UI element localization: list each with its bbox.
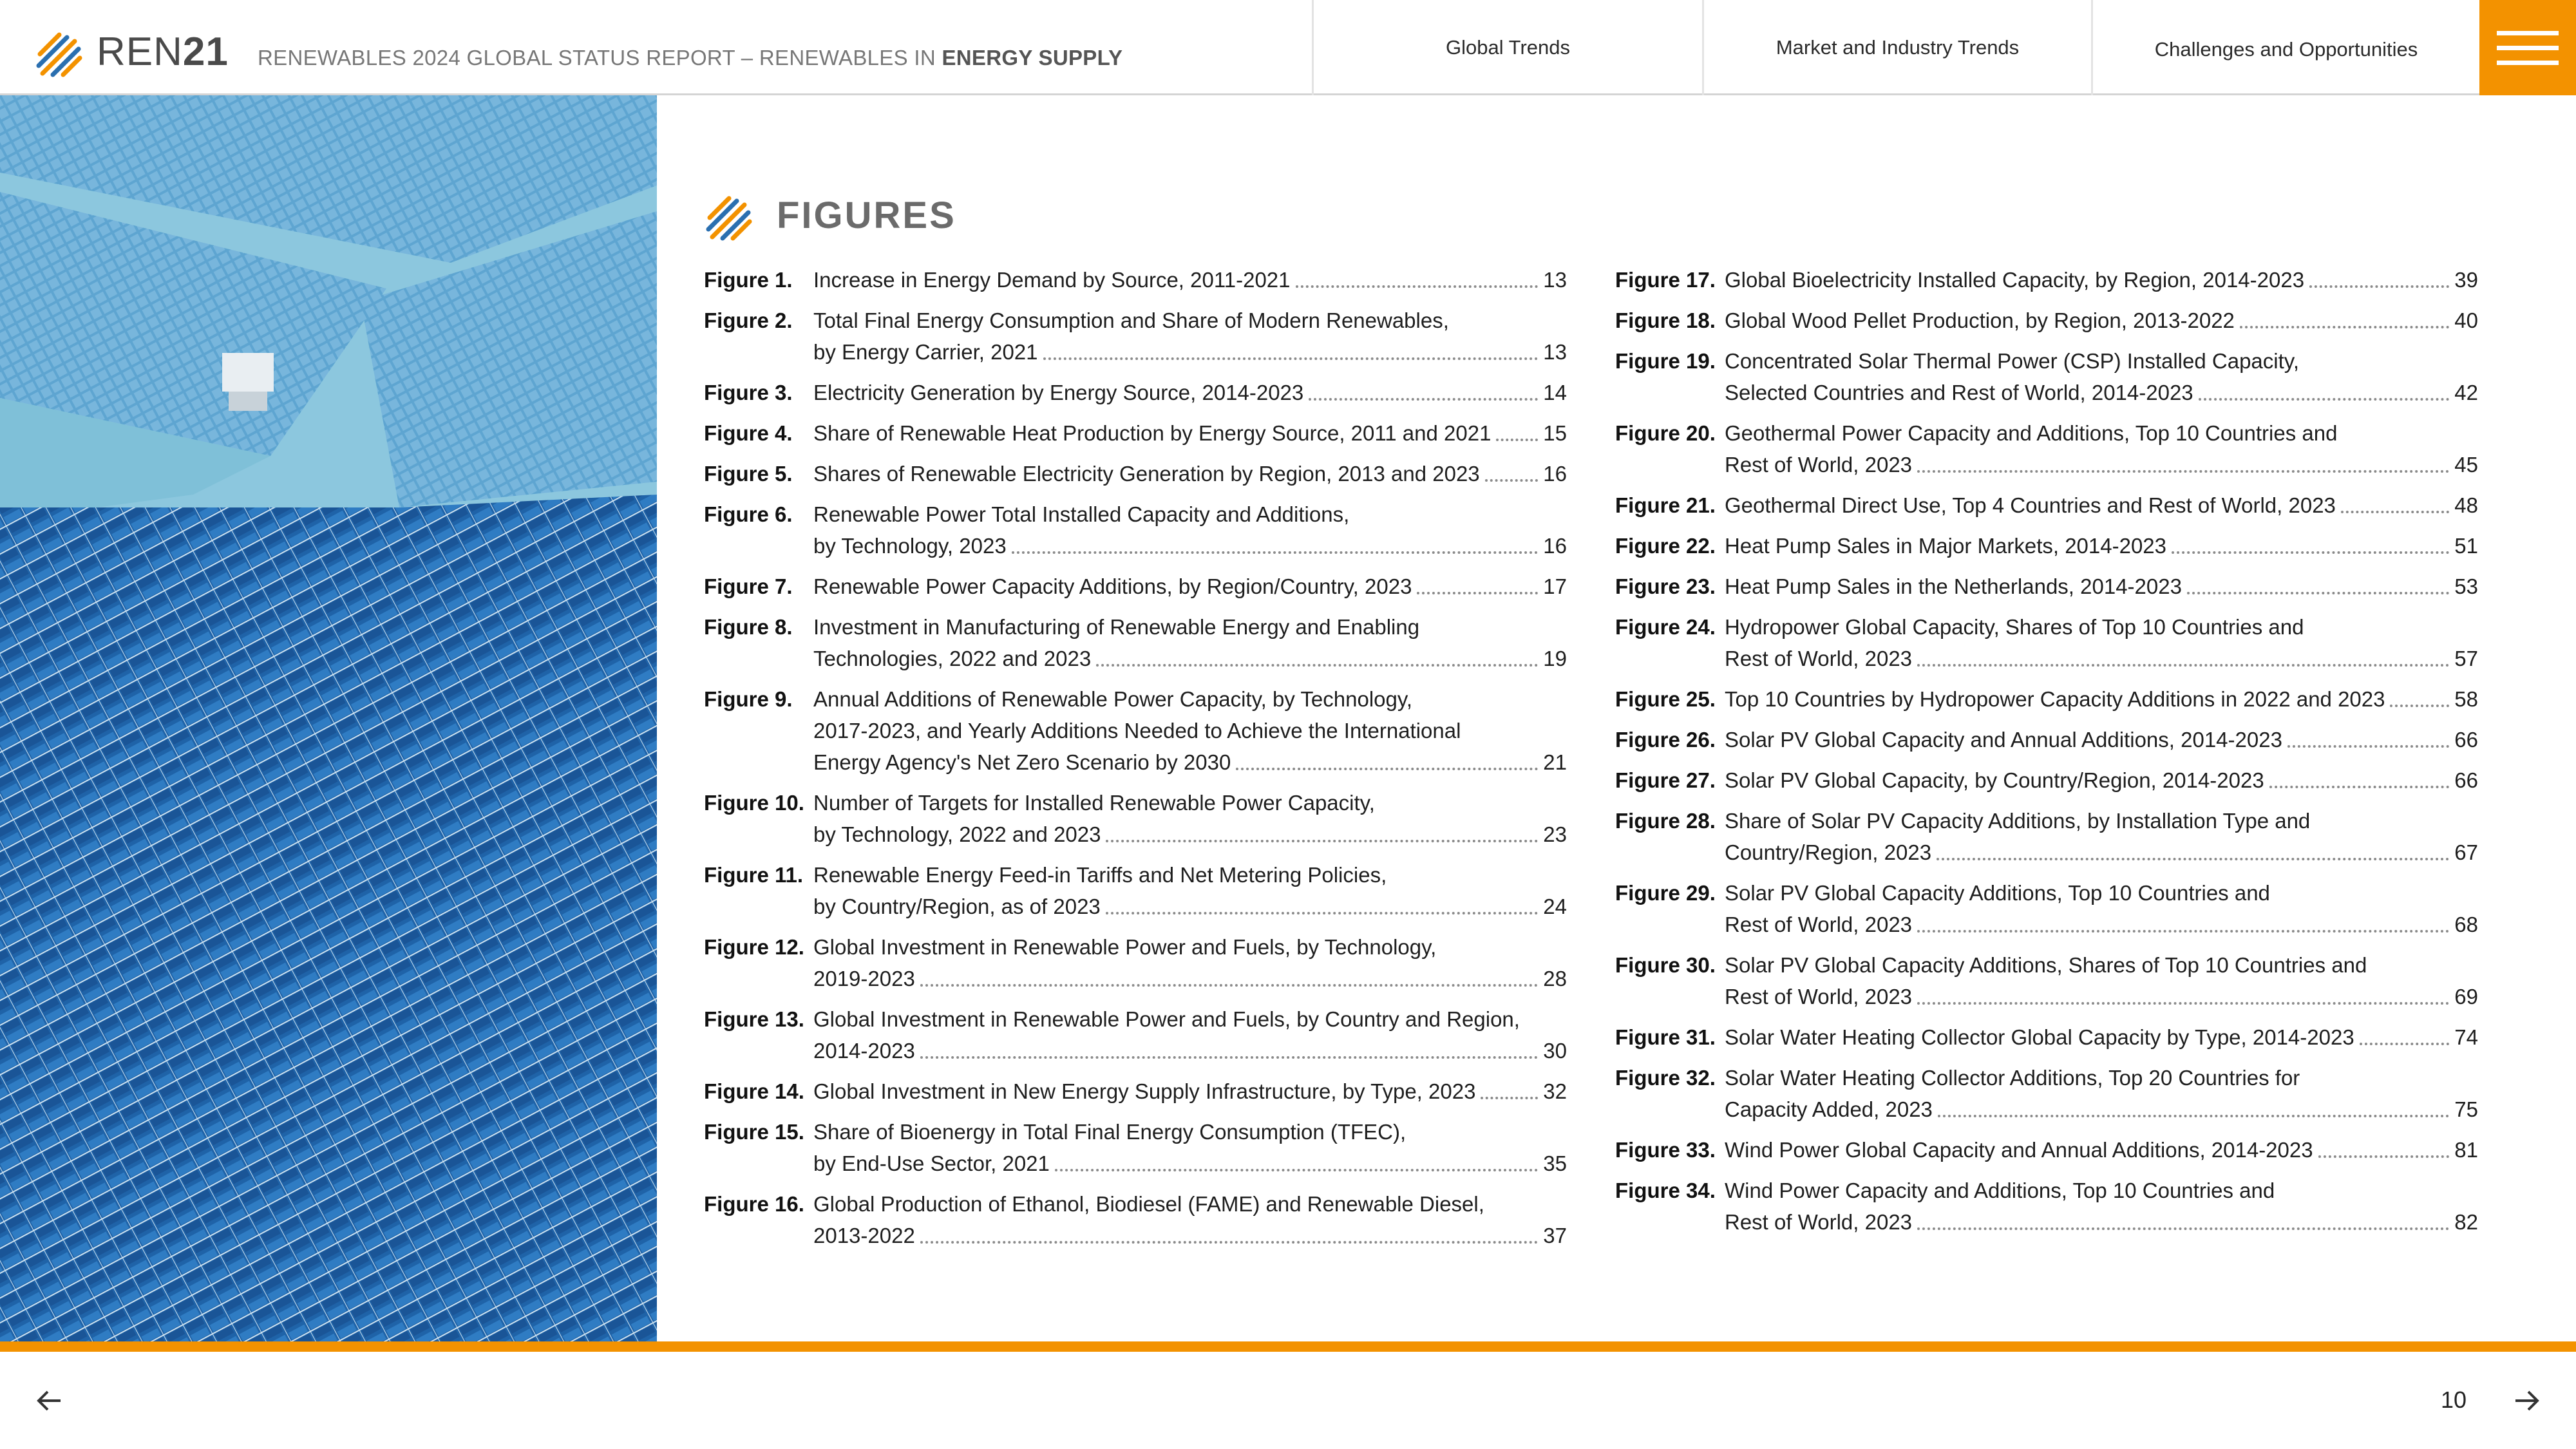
tab-label: Market and Industry Trends xyxy=(1776,36,2020,59)
figure-title-line: Share of Bioenergy in Total Final Energy Consumption (TFEC), xyxy=(813,1120,1406,1144)
figure-number: Figure 17. xyxy=(1615,268,1716,292)
figure-title-line: Heat Pump Sales in Major Markets, 2014-2023 xyxy=(1725,534,2167,558)
figure-page-number[interactable]: 42 xyxy=(2454,381,2478,404)
figure-title-line: Geothermal Power Capacity and Additions, Top 10 Countries and xyxy=(1725,421,2338,445)
figure-title-row xyxy=(1725,724,2478,755)
figure-number: Figure 8. xyxy=(704,615,793,639)
figure-entry[interactable] xyxy=(704,305,1567,368)
dot-leader xyxy=(1937,857,2449,860)
figure-title-row xyxy=(1725,571,2478,602)
figure-title-row xyxy=(813,1035,1567,1066)
figure-title-line: Rest of World, 2023 xyxy=(1725,647,1913,670)
figure-entry[interactable] xyxy=(1615,1134,2478,1166)
figure-entry[interactable] xyxy=(704,264,1567,296)
figure-entry[interactable] xyxy=(1615,764,2478,796)
figure-title-line: 2013-2022 xyxy=(813,1224,915,1247)
figure-number: Figure 22. xyxy=(1615,534,1716,558)
figure-title-row xyxy=(813,746,1567,778)
dot-leader xyxy=(1309,397,1538,401)
figure-number: Figure 24. xyxy=(1615,615,1716,639)
figure-number: Figure 30. xyxy=(1615,953,1716,977)
figure-entry[interactable] xyxy=(1615,571,2478,602)
figure-page-number[interactable]: 66 xyxy=(2454,768,2478,792)
figure-entry[interactable] xyxy=(1615,530,2478,562)
figure-page-number[interactable]: 23 xyxy=(1543,822,1567,846)
figure-number: Figure 18. xyxy=(1615,308,1716,332)
tab-label: Global Trends xyxy=(1446,36,1570,59)
figure-title-line: Solar PV Global Capacity and Annual Additions, 2014-2023 xyxy=(1725,728,2282,752)
figure-title-line: Global Wood Pellet Production, by Region, 2013-2022 xyxy=(1725,308,2235,332)
figure-title-row xyxy=(1725,643,2478,674)
figure-entry[interactable] xyxy=(704,683,1567,778)
figure-number: Figure 5. xyxy=(704,462,793,486)
figure-title-line: Renewable Power Total Installed Capacity and Additions, xyxy=(813,502,1350,526)
figure-entry[interactable] xyxy=(704,1003,1567,1066)
figure-number: Figure 29. xyxy=(1615,881,1716,905)
tab-label: Challenges and Opportunities xyxy=(2154,38,2418,61)
figures-list-right xyxy=(1615,264,2478,1247)
figure-title-row xyxy=(813,264,1567,296)
figure-number: Figure 6. xyxy=(704,502,793,526)
figure-title-line: Concentrated Solar Thermal Power (CSP) Installed Capacity, xyxy=(1725,349,2299,373)
figure-title-line: Renewable Energy Feed-in Tariffs and Net Metering Policies, xyxy=(813,863,1387,887)
dot-leader xyxy=(2269,785,2450,788)
figure-title-line: Global Bioelectricity Installed Capacity, by Region, 2014-2023 xyxy=(1725,268,2305,292)
figure-number: Figure 34. xyxy=(1615,1179,1716,1202)
figure-number: Figure 4. xyxy=(704,421,793,445)
figure-page-number[interactable]: 14 xyxy=(1543,381,1567,404)
figure-number: Figure 13. xyxy=(704,1007,804,1031)
figure-title-line: Investment in Manufacturing of Renewable Energy and Enabling xyxy=(813,615,1420,639)
figure-page-number[interactable]: 13 xyxy=(1543,268,1567,292)
dot-leader xyxy=(2287,744,2449,748)
figure-title-line: Solar PV Global Capacity, by Country/Region, 2014-2023 xyxy=(1725,768,2264,792)
figure-title-row xyxy=(813,1148,1567,1179)
figure-title-line: Wind Power Capacity and Additions, Top 10 Countries and xyxy=(1725,1179,2275,1202)
figure-page-number[interactable]: 66 xyxy=(2454,728,2478,752)
dot-leader xyxy=(1917,663,2449,667)
tab-global-trends[interactable] xyxy=(1312,0,1702,95)
figure-title-line: Annual Additions of Renewable Power Capacity, by Technology, xyxy=(813,687,1413,711)
figure-page-number[interactable]: 35 xyxy=(1543,1151,1567,1175)
figure-page-number[interactable]: 17 xyxy=(1543,574,1567,598)
figure-title-line: Solar PV Global Capacity Additions, Top 10 Countries and xyxy=(1725,881,2270,905)
figure-title-line: Number of Targets for Installed Renewable Power Capacity, xyxy=(813,791,1375,815)
section-heading: FIGURES xyxy=(777,194,956,236)
figure-entry[interactable] xyxy=(1615,264,2478,296)
figure-title-row xyxy=(1725,764,2478,796)
figure-number: Figure 3. xyxy=(704,381,793,404)
dot-leader xyxy=(2172,551,2449,554)
dot-leader xyxy=(2318,1155,2450,1158)
figure-entry[interactable] xyxy=(1615,877,2478,940)
figure-entry[interactable] xyxy=(1615,805,2478,868)
figure-title-line: Capacity Added, 2023 xyxy=(1725,1097,1933,1121)
floating-solar-photo xyxy=(0,95,657,1341)
figure-title-row xyxy=(813,530,1567,562)
figure-number: Figure 33. xyxy=(1615,1138,1716,1162)
figure-title-line: Solar PV Global Capacity Additions, Shares of Top 10 Countries and xyxy=(1725,953,2367,977)
dot-leader xyxy=(1917,469,2449,473)
dot-leader xyxy=(2341,510,2449,513)
figure-title-row xyxy=(1725,981,2478,1012)
figure-page-number[interactable]: 32 xyxy=(1543,1079,1567,1103)
dot-leader xyxy=(920,1240,1538,1244)
dot-leader xyxy=(1496,438,1538,441)
dot-leader xyxy=(1043,357,1539,360)
figure-title-line: Rest of World, 2023 xyxy=(1725,985,1913,1009)
figure-title-line: by Energy Carrier, 2021 xyxy=(813,340,1038,364)
figure-entry[interactable] xyxy=(704,859,1567,922)
figure-page-number[interactable]: 48 xyxy=(2454,493,2478,517)
dot-leader xyxy=(1106,911,1539,914)
figure-entry[interactable] xyxy=(704,1188,1567,1251)
dot-leader xyxy=(1917,1227,2449,1230)
figure-title-line: Global Investment in New Energy Supply Infrastructure, by Type, 2023 xyxy=(813,1079,1476,1103)
figure-title-row xyxy=(1725,683,2478,715)
figure-title-line: 2014-2023 xyxy=(813,1039,915,1063)
figure-number: Figure 15. xyxy=(704,1120,804,1144)
figure-title-row xyxy=(1725,1021,2478,1053)
figure-title-line: Rest of World, 2023 xyxy=(1725,453,1913,477)
figure-number: Figure 14. xyxy=(704,1079,804,1103)
figure-page-number[interactable]: 58 xyxy=(2454,687,2478,711)
tab-market-industry-trends[interactable] xyxy=(1702,0,2091,95)
dot-leader xyxy=(920,983,1538,987)
figure-title-row xyxy=(813,377,1567,408)
figure-page-number[interactable]: 16 xyxy=(1543,534,1567,558)
figure-page-number[interactable]: 16 xyxy=(1543,462,1567,486)
figure-title-row xyxy=(1725,377,2478,408)
figure-entry[interactable] xyxy=(704,458,1567,489)
figure-title-line: 2019-2023 xyxy=(813,967,915,990)
figure-number: Figure 7. xyxy=(704,574,793,598)
figure-number: Figure 1. xyxy=(704,268,793,292)
figure-title-row xyxy=(813,891,1567,922)
figure-number: Figure 12. xyxy=(704,935,804,959)
figure-page-number[interactable]: 40 xyxy=(2454,308,2478,332)
dot-leader xyxy=(1055,1168,1538,1171)
figure-page-number[interactable]: 39 xyxy=(2454,268,2478,292)
figure-entry[interactable] xyxy=(704,377,1567,408)
figure-title-row xyxy=(813,1075,1567,1107)
figure-number: Figure 21. xyxy=(1615,493,1716,517)
figure-title-line: Share of Solar PV Capacity Additions, by Installation Type and xyxy=(1725,809,2311,833)
dot-leader xyxy=(1236,767,1538,770)
figure-title-row xyxy=(1725,837,2478,868)
figure-entry[interactable] xyxy=(1615,417,2478,480)
floating-solar-image xyxy=(0,95,657,1341)
figure-title-row xyxy=(1725,909,2478,940)
report-title: RENEWABLES 2024 GLOBAL STATUS REPORT – RENEWABLES IN ENERGY SUPPLY xyxy=(258,46,1123,70)
figure-entry[interactable] xyxy=(1615,1062,2478,1125)
figure-entry[interactable] xyxy=(1615,305,2478,336)
figure-entry[interactable] xyxy=(704,1116,1567,1179)
figure-entry[interactable] xyxy=(704,417,1567,449)
figure-number: Figure 11. xyxy=(704,863,804,887)
figure-number: Figure 10. xyxy=(704,791,804,815)
figure-page-number[interactable]: 15 xyxy=(1543,421,1567,445)
figure-title-row xyxy=(1725,530,2478,562)
figure-title-line: Wind Power Global Capacity and Annual Additions, 2014-2023 xyxy=(1725,1138,2313,1162)
header-bar xyxy=(0,0,2576,95)
figure-title-line: Geothermal Direct Use, Top 4 Countries and Rest of World, 2023 xyxy=(1725,493,2336,517)
figure-entry[interactable] xyxy=(704,611,1567,674)
figure-title-row xyxy=(813,336,1567,368)
dot-leader xyxy=(2240,325,2449,328)
figures-list-left xyxy=(704,264,1567,1260)
figure-entry[interactable] xyxy=(1615,683,2478,715)
figure-entry[interactable] xyxy=(1615,611,2478,674)
figure-page-number[interactable]: 74 xyxy=(2454,1025,2478,1049)
ren21-logo-text[interactable]: REN21 xyxy=(97,30,229,74)
figure-title-row xyxy=(813,571,1567,602)
figure-page-number[interactable]: 51 xyxy=(2454,534,2478,558)
tab-challenges-opportunities[interactable] xyxy=(2091,0,2479,95)
figure-title-line: by End-Use Sector, 2021 xyxy=(813,1151,1050,1175)
figure-page-number[interactable]: 75 xyxy=(2454,1097,2478,1121)
page-number: 10 xyxy=(2441,1387,2467,1413)
figure-title-line: by Technology, 2022 and 2023 xyxy=(813,822,1101,846)
figure-entry[interactable] xyxy=(1615,1175,2478,1238)
dot-leader xyxy=(2390,704,2449,707)
dot-leader xyxy=(1917,1001,2449,1005)
figure-title-row xyxy=(1725,489,2478,521)
figure-title-line: Top 10 Countries by Hydropower Capacity Additions in 2022 and 2023 xyxy=(1725,687,2385,711)
figure-title-line: by Country/Region, as of 2023 xyxy=(813,895,1101,918)
figure-page-number[interactable]: 53 xyxy=(2454,574,2478,598)
figure-number: Figure 2. xyxy=(704,308,793,332)
dot-leader xyxy=(1485,478,1539,482)
figure-page-number[interactable]: 81 xyxy=(2454,1138,2478,1162)
figure-number: Figure 32. xyxy=(1615,1066,1716,1090)
figure-page-number[interactable]: 19 xyxy=(1543,647,1567,670)
figure-title-line: Share of Renewable Heat Production by Energy Source, 2011 and 2021 xyxy=(813,421,1492,445)
dot-leader xyxy=(2187,591,2449,594)
figure-entry[interactable] xyxy=(1615,1021,2478,1053)
figure-page-number[interactable]: 21 xyxy=(1543,750,1567,774)
figure-title-line: Hydropower Global Capacity, Shares of Top 10 Countries and xyxy=(1725,615,2304,639)
figure-title-line: 2017-2023, and Yearly Additions Needed to Achieve the International xyxy=(813,719,1461,743)
figure-page-number[interactable]: 45 xyxy=(2454,453,2478,477)
figure-number: Figure 26. xyxy=(1615,728,1716,752)
figure-title-row xyxy=(813,819,1567,850)
figure-title-line: Rest of World, 2023 xyxy=(1725,1210,1913,1234)
figure-title-line: Global Investment in Renewable Power and Fuels, by Technology, xyxy=(813,935,1437,959)
figure-title-row xyxy=(813,963,1567,994)
figure-number: Figure 23. xyxy=(1615,574,1716,598)
figure-title-line: Rest of World, 2023 xyxy=(1725,913,1913,936)
figure-title-line: Technologies, 2022 and 2023 xyxy=(813,647,1092,670)
figure-number: Figure 9. xyxy=(704,687,793,711)
figure-page-number[interactable]: 30 xyxy=(1543,1039,1567,1063)
figure-page-number[interactable]: 24 xyxy=(1543,895,1567,918)
figure-entry[interactable] xyxy=(1615,724,2478,755)
figure-title-row xyxy=(1725,1206,2478,1238)
figure-number: Figure 16. xyxy=(704,1192,804,1216)
figure-entry[interactable] xyxy=(704,1075,1567,1107)
dot-leader xyxy=(2309,285,2449,288)
figure-page-number[interactable]: 68 xyxy=(2454,913,2478,936)
figure-title-line: Global Production of Ethanol, Biodiesel (FAME) and Renewable Diesel, xyxy=(813,1192,1484,1216)
figure-title-row xyxy=(1725,305,2478,336)
figure-title-line: Electricity Generation by Energy Source, 2014-2023 xyxy=(813,381,1304,404)
dot-leader xyxy=(1012,551,1539,554)
ren21-logo-icon xyxy=(33,28,84,79)
dot-leader xyxy=(1481,1096,1538,1099)
figure-title-line: Selected Countries and Rest of World, 2014-2023 xyxy=(1725,381,2193,404)
figure-entry[interactable] xyxy=(704,498,1567,562)
dot-leader xyxy=(1296,285,1539,288)
dot-leader xyxy=(920,1056,1538,1059)
figure-title-line: Shares of Renewable Electricity Generation by Region, 2013 and 2023 xyxy=(813,462,1480,486)
dot-leader xyxy=(2360,1042,2450,1045)
figure-number: Figure 27. xyxy=(1615,768,1716,792)
figure-title-line: Solar Water Heating Collector Global Capacity by Type, 2014-2023 xyxy=(1725,1025,2354,1049)
figure-title-row xyxy=(813,417,1567,449)
figure-title-row xyxy=(813,458,1567,489)
figure-title-line: Country/Region, 2023 xyxy=(1725,840,1932,864)
figure-entry[interactable] xyxy=(1615,489,2478,521)
figure-entry[interactable] xyxy=(704,787,1567,850)
dot-leader xyxy=(1417,591,1538,594)
dot-leader xyxy=(1938,1114,2449,1117)
figure-title-line: Heat Pump Sales in the Netherlands, 2014-2023 xyxy=(1725,574,2182,598)
figure-title-row xyxy=(1725,264,2478,296)
figure-title-line: Energy Agency's Net Zero Scenario by 2030 xyxy=(813,750,1231,774)
figure-title-row xyxy=(813,1220,1567,1251)
dot-leader xyxy=(1917,929,2449,933)
figure-entry[interactable] xyxy=(704,931,1567,994)
arrow-right-icon[interactable] xyxy=(2510,1385,2543,1417)
figure-entry[interactable] xyxy=(1615,345,2478,408)
figure-title-row xyxy=(813,643,1567,674)
figure-title-line: Renewable Power Capacity Additions, by Region/Country, 2023 xyxy=(813,574,1412,598)
figure-entry[interactable] xyxy=(1615,949,2478,1012)
dot-leader xyxy=(1096,663,1538,667)
figure-number: Figure 20. xyxy=(1615,421,1716,445)
figure-page-number[interactable]: 13 xyxy=(1543,340,1567,364)
figure-title-line: Increase in Energy Demand by Source, 2011-2021 xyxy=(813,268,1291,292)
figure-number: Figure 31. xyxy=(1615,1025,1716,1049)
figure-page-number[interactable]: 67 xyxy=(2454,840,2478,864)
figure-page-number[interactable]: 82 xyxy=(2454,1210,2478,1234)
figure-page-number[interactable]: 37 xyxy=(1543,1224,1567,1247)
footer-accent-bar xyxy=(0,1341,2576,1352)
figure-page-number[interactable]: 69 xyxy=(2454,985,2478,1009)
figure-title-row xyxy=(1725,1094,2478,1125)
figure-page-number[interactable]: 28 xyxy=(1543,967,1567,990)
figure-page-number[interactable]: 57 xyxy=(2454,647,2478,670)
figure-number: Figure 19. xyxy=(1615,349,1716,373)
figure-title-row xyxy=(1725,449,2478,480)
figure-title-line: Global Investment in Renewable Power and Fuels, by Country and Region, xyxy=(813,1007,1520,1031)
figure-title-line: Solar Water Heating Collector Additions, Top 20 Countries for xyxy=(1725,1066,2300,1090)
figure-number: Figure 25. xyxy=(1615,687,1716,711)
dot-leader xyxy=(2199,397,2450,401)
figures-section-icon xyxy=(703,192,753,242)
figure-title-line: by Technology, 2023 xyxy=(813,534,1007,558)
figure-entry[interactable] xyxy=(704,571,1567,602)
figure-number: Figure 28. xyxy=(1615,809,1716,833)
figure-title-line: Total Final Energy Consumption and Share of Modern Renewables, xyxy=(813,308,1449,332)
figure-title-row xyxy=(1725,1134,2478,1166)
hamburger-menu-icon[interactable] xyxy=(2479,0,2576,95)
dot-leader xyxy=(1106,839,1538,842)
arrow-left-icon[interactable] xyxy=(33,1385,66,1417)
